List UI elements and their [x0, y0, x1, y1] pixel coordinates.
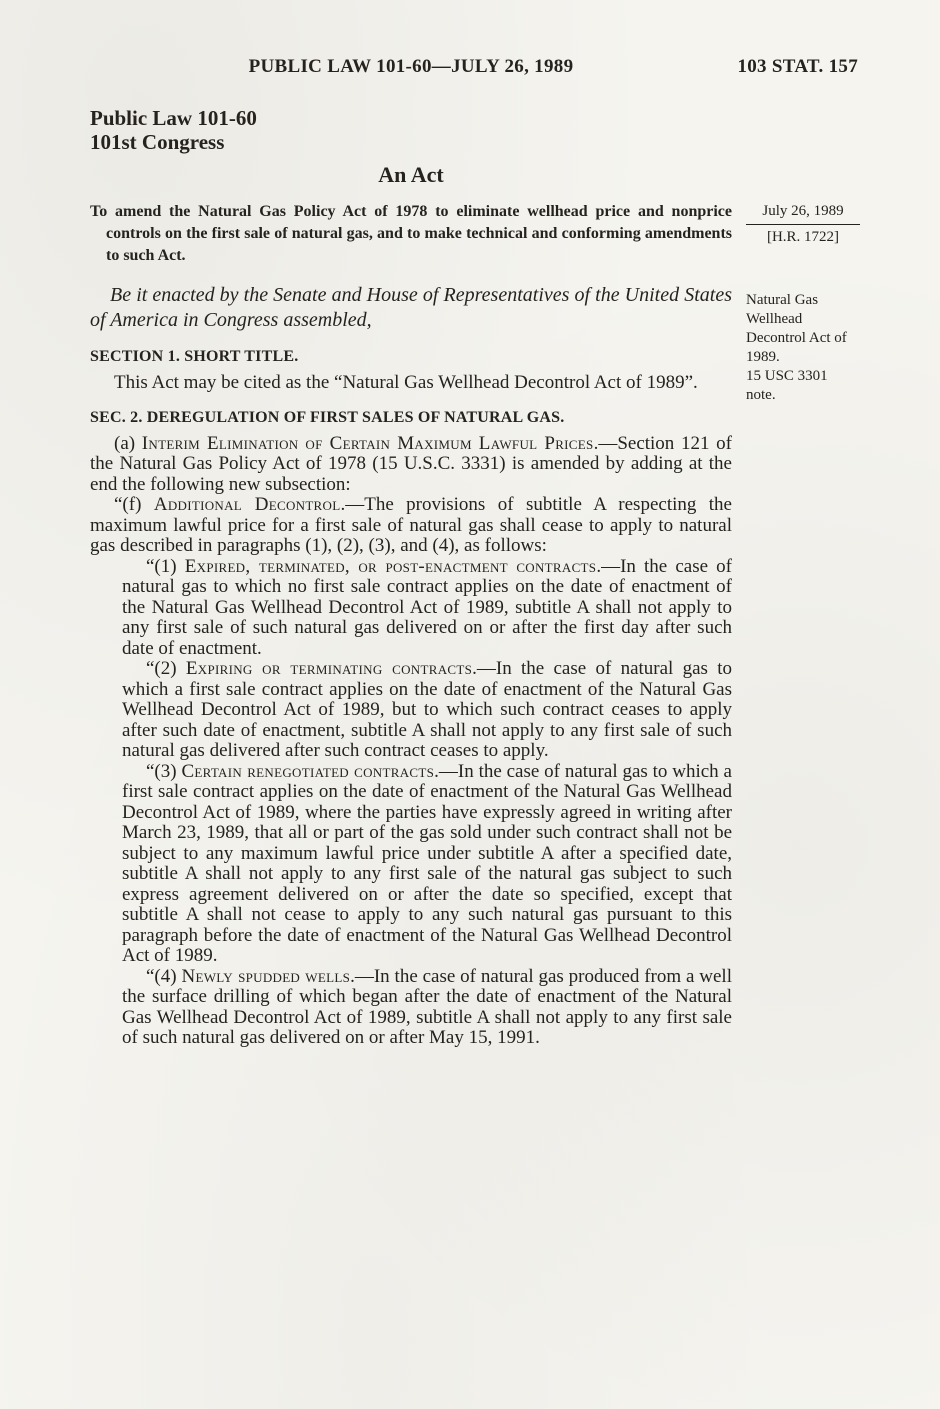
- subsection-f-text: .—The provisions of subtitle A respecting the maximum lawful price for a first sale of natural gas shall cease to apply to natural gas described in paragraphs (1), (2), (3), and (4), as follows:: [90, 494, 732, 556]
- paragraph-1-lead: “(1): [146, 555, 185, 577]
- paragraph-3-title: Certain renegotiated contracts: [181, 760, 435, 782]
- paragraph-1: [122, 557, 732, 660]
- paragraph-3: [122, 762, 732, 967]
- paragraph-3-lead: “(3): [146, 760, 182, 782]
- preamble: To amend the Natural Gas Policy Act of 1978 to eliminate wellhead price and nonprice controls on the first sale of natural gas, and to make technical and conforming amendments to such Act.: [90, 203, 732, 264]
- enacting-clause: Be it enacted by the Senate and House of Representatives of the United States of America in Congress assembled,: [90, 284, 732, 331]
- congress-label: 101st Congress: [90, 130, 225, 154]
- paragraph-3-text: .—In the case of natural gas to which a first sale contract applies on the date of enactment of the Natural Gas Wellhead Decontrol Act of 1989, where the parties have expressly agreed in writing after March 23, 1989, that all or part of the gas sold under such contract shall not be subject to any maximum lawful price under subtitle A after a specified date, subtitle A shall not apply to any first sale of the natural gas subject to such express agreement delivered on or after the date so specified, except that subtitle A shall not cease to apply to any such natural gas pursuant to this paragraph before the date of enactment of the Natural Gas Wellhead Decontrol Act of 1989.: [122, 760, 732, 966]
- margin-note-short-title: [746, 291, 858, 405]
- margin-note-rule: [746, 224, 860, 225]
- subsection-a-lead: (a): [114, 432, 142, 454]
- paragraph-4-lead: “(4): [146, 965, 182, 987]
- running-header-title: PUBLIC LAW 101-60—JULY 26, 1989: [248, 56, 574, 77]
- statutes-page-number: 103 STAT. 157: [737, 56, 858, 77]
- paragraph-4-text: .—In the case of natural gas produced from a well the surface drilling of which began after the date of enactment of the Natural Gas Wellhead Decontrol Act of 1989, subtitle A shall not apply to any first sale of such natural gas delivered on or after May 15, 1991.: [122, 965, 732, 1048]
- paragraph-1-text: .—In the case of natural gas to which no first sale contract applies on the date of enactment of the Natural Gas Wellhead Decontrol Act of 1989, subtitle A shall not apply to any first sale of such natural gas delivered on or after the first day after such date of enactment.: [122, 555, 733, 659]
- paragraph-1-title: Expired, terminated, or post-enactment contracts: [184, 555, 597, 577]
- paragraph-4-title: Newly spudded wells: [181, 965, 351, 987]
- subsection-f-lead: “(f): [114, 494, 154, 515]
- paragraph-4: [122, 967, 732, 1049]
- subsection-a-text: .—Section 121 of the Natural Gas Policy Act of 1978 (15 U.S.C. 3331) is amended by adding at the end the following new subsection:: [90, 432, 732, 495]
- paragraph-2-lead: “(2): [146, 658, 186, 679]
- section-1-heading: SECTION 1. SHORT TITLE.: [90, 348, 299, 365]
- bill-number: [H.R. 1722]: [766, 229, 840, 245]
- paragraph-2-text: .—In the case of natural gas to which a first sale contract applies on the date of enactment of the Natural Gas Wellhead Decontrol Act of 1989, but to which such contract ceases to apply after such date of enactment, subtitle A shall not apply to any first sale of such natural gas delivered after such contract ceases to apply.: [122, 658, 732, 761]
- subsection-a: [90, 434, 732, 496]
- statute-body: [90, 106, 732, 1049]
- law-number: Public Law 101-60: [90, 106, 257, 130]
- subsection-a-title: Interim Elimination of Certain Maximum Lawful Prices: [141, 432, 594, 454]
- subsection-f-title: Additional Decontrol: [153, 494, 341, 515]
- section-2-heading: SEC. 2. DEREGULATION OF FIRST SALES OF NATURAL GAS.: [90, 408, 565, 426]
- enactment-date: July 26, 1989: [762, 203, 844, 219]
- act-name-note: Natural Gas Wellhead Decontrol Act of 1989.: [746, 292, 847, 365]
- act-heading: An Act: [378, 162, 444, 187]
- subsection-f: [90, 495, 732, 557]
- section-1-body: This Act may be cited as the “Natural Gas Wellhead Decontrol Act of 1989”.: [114, 372, 698, 393]
- running-header: [90, 56, 858, 82]
- usc-citation-note: 15 USC 3301 note.: [746, 368, 828, 403]
- margin-note-date: [746, 202, 860, 247]
- paragraph-2-title: Expiring or terminating contracts: [185, 658, 473, 679]
- paragraph-2: [122, 659, 732, 762]
